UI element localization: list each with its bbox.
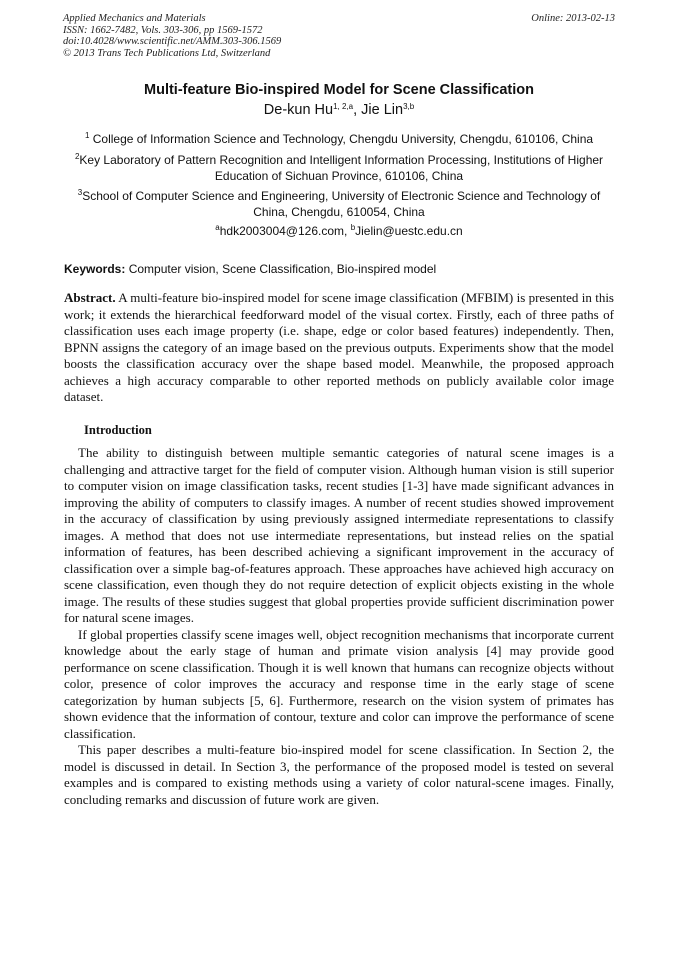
doi-line: doi:10.4028/www.scientific.net/AMM.303-306.1569 [63,36,282,47]
section-heading-introduction: Introduction [84,423,152,437]
journal-name: Applied Mechanics and Materials [63,13,206,24]
author-2: Jie Lin [361,102,404,118]
author-emails [64,223,614,239]
affiliation-3-mark: 3 [77,188,83,197]
journal-header [63,13,615,59]
keywords-text: Computer vision, Scene Classification, Bio-inspired model [125,262,437,276]
intro-paragraph-1: The ability to distinguish between multiple semantic categories of natural scene images is a challenging and attractive target for the field of computer vision. Although human vision is still superior to computer vision on image classification tasks, recent studies [1-3] have made significant advances in improving the ability of computers to classify images. A number of recent studies showed improvement in the accuracy of classification by using previously assigned intermediate representations to classify images. A method that does not use intermediate representations, but instead relies on the spatial information of features, has been described achieving a significant improvement in the accuracy of classification over a simple bag-of-features approach. These approaches have achieved high accuracy on scene classification, even though they do not require detection of explicit objects existing in the whole image. The results of these studies suggest that global properties provide sufficient discrimination power for natural scene images. [64,445,614,625]
email-2-mark: b [350,223,356,232]
affiliation-3 [64,188,614,220]
email-1-mark: a [215,223,220,232]
abstract-label: Abstract. [64,290,116,305]
email-separator: , [344,224,351,238]
email-1: hdk2003004@126.com [219,224,345,238]
paper-title: Multi-feature Bio-inspired Model for Scene Classification [144,82,534,98]
copyright-line: © 2013 Trans Tech Publications Ltd, Switzerland [63,47,271,59]
intro-paragraph-2: If global properties classify scene images well, object recognition mechanisms that incorporate current knowledge about the early stage of human and primate vision analysis [4] may provide good performance on scene classification. Though it is well known that humans can recognize objects without color, presence of color improves the accuracy and response time in the early stage of scene categorization by human subjects [5, 6]. Furthermore, research on the vision system of primates has shown evidence that the information of contour, texture and color can improve the performance of scene classification. [64,626,614,741]
online-date: Online: 2013-02-13 [531,13,615,24]
affiliation-2-text: Key Laboratory of Pattern Recognition and Intelligent Information Processing, Institutions of Higher Education of Sichuan Province, 610106, China [79,153,604,183]
affiliation-1-mark: 1 [84,131,90,140]
affiliation-1 [64,131,614,147]
keywords-label: Keywords: [64,262,126,276]
author-1: De-kun Hu [263,102,334,118]
intro-paragraph-3: This paper describes a multi-feature bio-inspired model for scene classification. In Section 2, the model is discussed in detail. In Section 3, the performance of the proposed model is tested on several examples and is compared to existing methods using a variety of color natural-scene images. Finally, concluding remarks and discussion of future work are given. [64,742,614,807]
author-2-affiliation-mark: 3,b [403,102,415,111]
issn-line: ISSN: 1662-7482, Vols. 303-306, pp 1569-1572 [63,24,263,36]
introduction-body [64,445,614,808]
author-1-affiliation-mark: 1, 2,a [333,102,354,111]
keywords [64,262,614,276]
affiliation-2-mark: 2 [74,152,80,161]
email-2: Jielin@uestc.edu.cn [355,224,463,238]
abstract-text: A multi-feature bio-inspired model for scene image classification (MFBIM) is presented in this work; it extends the hierarchical feedforward model of the visual cortex. Firstly, each of three paths of classification uses each image property (i.e. shape, edge or color based features) independently. Then, BPNN assigns the category of an image based on the previous outputs. Experiments show that the model boosts the classification accuracy over the shape based model. Meanwhile, the proposed approach achieves a high accuracy comparable to other reported methods on publicly available color image dataset. [64,290,614,404]
affiliation-3-text: School of Computer Science and Engineering, University of Electronic Science and Technology of China, Chengdu, 610054, China [82,189,601,219]
abstract [64,290,614,406]
author-separator: , [353,102,362,118]
affiliation-1-text: College of Information Science and Technology, Chengdu University, Chengdu, 610106, China [89,132,594,146]
affiliation-2 [64,152,614,184]
author-line [0,102,678,118]
